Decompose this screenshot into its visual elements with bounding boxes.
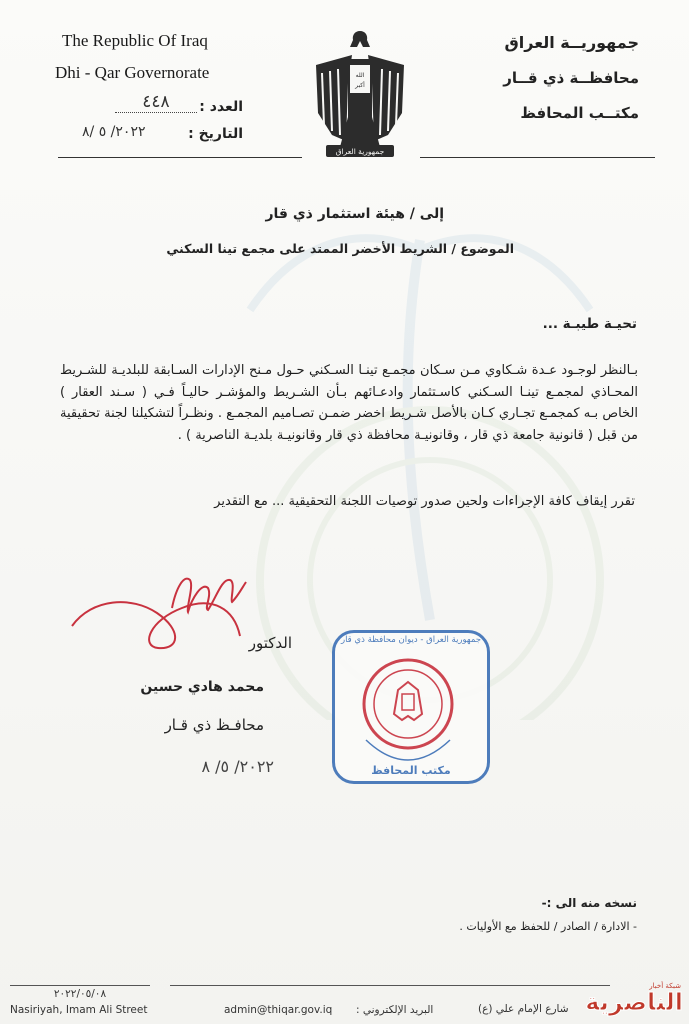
footer-email[interactable]: admin@thiqar.gov.iq bbox=[224, 1004, 333, 1016]
header-ar-office: مكتــب المحافظ bbox=[520, 104, 639, 122]
copies-item-1: - الادارة / الصادر / للحفظ مع الأوليات . bbox=[459, 920, 637, 933]
stamp-bottom-text: مكتب المحافظ bbox=[371, 764, 451, 777]
official-stamp bbox=[332, 630, 490, 784]
decision-line: تقرر إيقاف كافة الإجراءات ولحين صدور توصيات اللجنة التحقيقية ... مع التقدير bbox=[214, 494, 635, 509]
handwritten-signature bbox=[62, 568, 252, 658]
footer-address-en: Nasiriyah, Imam Ali Street bbox=[10, 1004, 148, 1016]
header-ar-governorate: محافظــة ذي قــار bbox=[503, 69, 639, 87]
number-label: العدد : bbox=[199, 99, 243, 115]
footer-date: ٢٠٢٢/٠٥/٠٨ bbox=[10, 985, 150, 1000]
brand-sub: شبكة أخبار bbox=[649, 982, 681, 990]
date-value: ٢٠٢٢/ ٥ /٨ bbox=[82, 124, 146, 140]
copies-heading: نسخه منه الى :- bbox=[541, 896, 637, 910]
date-label: التاريخ : bbox=[188, 126, 243, 142]
nasiriyah-brand-logo bbox=[555, 982, 685, 1020]
signature-name: محمد هادي حسين bbox=[140, 679, 264, 695]
header-rule-left bbox=[58, 157, 302, 158]
footer-address-ar: شارع الإمام علي (ع) bbox=[478, 1003, 569, 1015]
footer-rule bbox=[170, 985, 610, 986]
brand-name: الناصرية bbox=[585, 988, 683, 1016]
copies-item-1-text: الادارة / الصادر / للحفظ مع الأوليات . bbox=[459, 920, 630, 933]
signature-position: محافـظ ذي قـار bbox=[164, 716, 264, 734]
letter-body-paragraph: بـالنظر لوجـود عـدة شـكاوي مـن سـكان مجمـع تينـا السـكني حـول مـنح الإدارات السـابقة للبلديـة للشـريط المحـاذي لمجمـع تينـا السـكني كاسـتثمار وادعـائهم بـأن الشـريط والمؤشـر حاليـاً فـي ( سـند العقار ) الخاص بـه كمجمـع تجـاري كـان بالأصل شـريط اخضر ضمـن تصـاميم المجمـع . ونظـراً لتشكيلنا لجنة تحقيقية من قبل ( قانونية جامعة ذي قار ، وقانونيـة محافظة ذي قار وقانونيـة بلديـة الناصرية ) . bbox=[60, 363, 638, 443]
svg-text:الله: الله bbox=[355, 72, 365, 79]
number-value: ٤٤٨ bbox=[115, 92, 197, 113]
header-en-republic: The Republic Of Iraq bbox=[62, 31, 208, 50]
header-ar-republic: جمهوريــة العراق bbox=[504, 33, 639, 52]
signature-date: ٢٠٢٢/ ٥/ ٨ bbox=[201, 757, 274, 776]
header-rule-right bbox=[420, 157, 655, 158]
svg-text:أكبر: أكبر bbox=[355, 82, 365, 89]
signature-title: الدكتور bbox=[248, 634, 292, 652]
subject-line: الموضوع / الشريط الأخضر الممتد على مجمع تينا السكني bbox=[166, 241, 514, 256]
footer-email-label: البريد الإلكتروني : bbox=[356, 1004, 434, 1016]
recipient-line: إلى / هيئة استثمار ذي قار bbox=[265, 206, 444, 222]
header-en-governorate: Dhi - Qar Governorate bbox=[55, 63, 210, 82]
stamp-ring-text: جمهورية العراق - ديوان محافظة ذي قار bbox=[340, 635, 482, 645]
greeting: تحيـة طيبـة ... bbox=[542, 316, 637, 332]
emblem-ribbon-text: جمهورية العراق bbox=[335, 147, 385, 156]
iraq-eagle-emblem bbox=[312, 25, 408, 161]
